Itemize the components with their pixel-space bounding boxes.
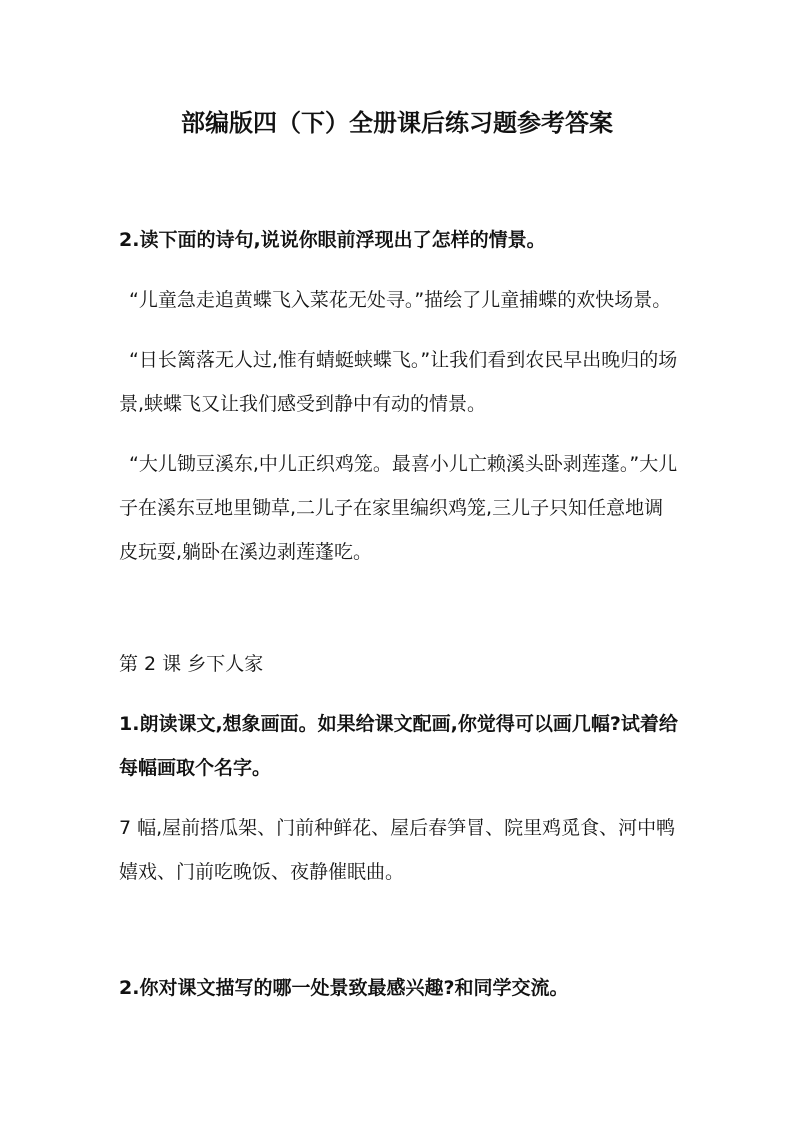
question-2-lesson-2: 2.你对课文描写的哪一处景致最感兴趣?和同学交流。 <box>119 977 569 999</box>
answer-paragraph-2: “日长篱落无人过,惟有蜻蜓蛱蝶飞。”让我们看到农民早出晚归的场景,蛱蝶飞又让我们感受到静中有动的情景。 <box>119 349 678 415</box>
answer-paragraph-4: 7 幅,屋前搭瓜架、门前种鲜花、屋后春笋冒、院里鸡觅食、河中鸭嬉戏、门前吃晚饭、夜静催眠曲。 <box>119 817 676 883</box>
document-title: 部编版四（下）全册课后练习题参考答案 <box>181 109 613 137</box>
question-1-lesson-2: 1.朗读课文,想象画面。如果给课文配画,你觉得可以画几幅?试着给每幅画取个名字。 <box>119 713 678 779</box>
lesson-heading: 第 2 课 乡下人家 <box>119 653 264 675</box>
question-2-poem: 2.读下面的诗句,说说你眼前浮现出了怎样的情景。 <box>119 229 546 251</box>
answer-paragraph-3: “大儿锄豆溪东,中儿正织鸡笼。最喜小儿亡赖溪头卧剥莲蓬。”大儿子在溪东豆地里锄草,二儿子在家里编织鸡笼,三儿子只知任意地调皮玩耍,躺卧在溪边剥莲蓬吃。 <box>119 453 678 563</box>
answer-paragraph-1: “儿童急走追黄蝶飞入菜花无处寻。”描绘了儿童捕蝶的欢快场景。 <box>129 289 672 311</box>
